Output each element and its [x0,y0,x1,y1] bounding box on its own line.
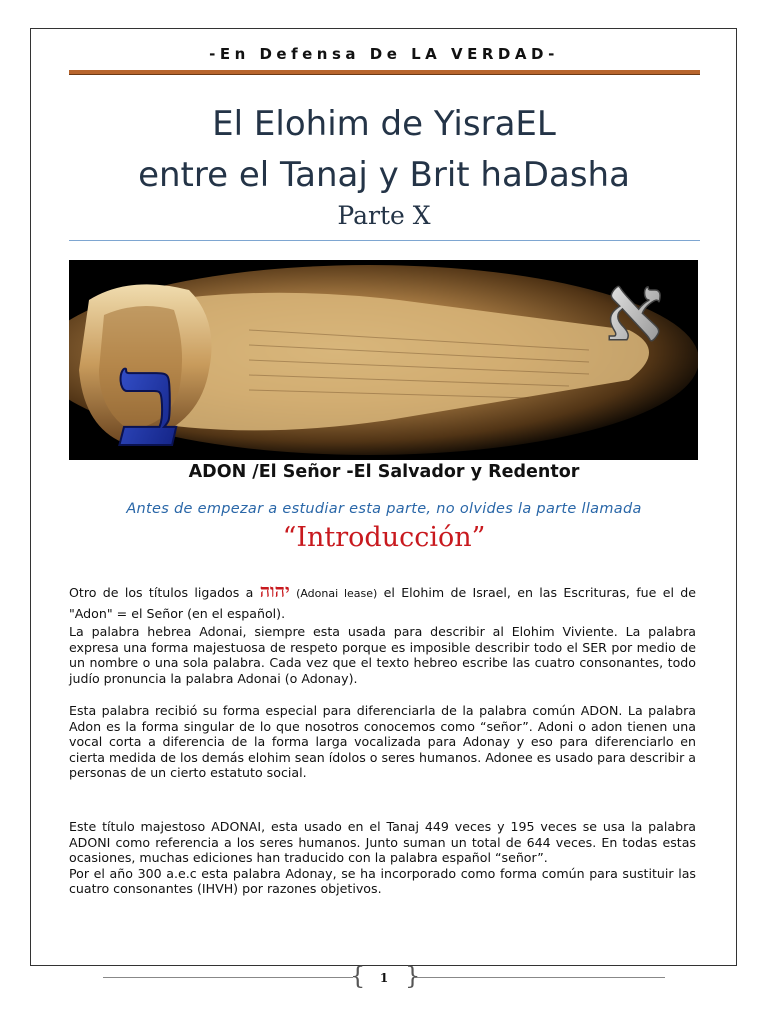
p1-rest: el Elohim de Israel, en las Escrituras, fue el de "Adon" = el Señor (en el español). [69,585,696,621]
footer-brace-left-icon: { [350,962,366,990]
header-rule [69,70,700,75]
title-rule [69,240,700,241]
paragraph-2-text: Esta palabra recibió su forma especial para diferenciarla de la palabra común ADON. La palabra Adon es la forma singular de lo que nosotros conocemos como “señor”. Adoni o adon tienen una vocal corta a diferencia de la forma larga vocalizada para Adonay y eso para diferenciarlo en cierta medida de los demás elohim sean ídolos o seres humanos. Adonee es usado para describir a personas de un cierto estatuto social. [69,703,696,780]
footer-brace-right-icon: } [405,962,421,990]
title-line-2: entre el Tanaj y Brit haDasha [138,155,630,195]
scroll-illustration [69,260,698,460]
reminder-text: Antes de empezar a estudiar esta parte, no olvides la parte llamada [126,501,642,517]
subtitle: Parte X [337,201,431,230]
page-number: 1 [379,971,389,985]
yhvh-tetragrammaton: יהוה [259,581,290,602]
paragraph-1 [69,582,696,686]
image-caption: ADON /El Señor -El Salvador y Redentor [188,462,580,482]
paragraph-2 [69,703,696,781]
paragraph-3b-text: Por el año 300 a.e.c esta palabra Adonay, se ha incorporado como forma común para sustituir las cuatro consonantes (IHVH) por razones objetivos. [69,865,696,896]
paragraph-3 [69,819,696,897]
banner-image [69,260,698,460]
adonai-note: (Adonai lease) [296,587,378,600]
paragraph-3-text: Este título majestoso ADONAI, esta usado en el Tanaj 449 veces y 195 veces se usa la palabra ADONI como referencia a los seres humanos. Junto suman un total de 644 veces. En todas estas ocasiones, muchas ediciones han traducido con la palabra español “señor”. [69,819,696,865]
p1-lead: Otro de los títulos ligados a [69,585,260,600]
paragraph-1b: La palabra hebrea Adonai, siempre esta usada para describir al Elohim Viviente. La palabra expresa una forma majestuosa de respeto porque es imposible describir todo el SER por medio de un nombre o una sola palabra. Cada vez que el texto hebreo escribe las cuatro consonantes, todo judío pronuncia la palabra Adonai (o Adonay). [69,624,696,686]
footer-rule-left [103,977,353,978]
hebrew-aleph-glyph: א [605,260,663,362]
hebrew-bet-glyph: ב [117,323,181,460]
introduction-link-title: “Introducción” [282,522,486,553]
running-header: -En Defensa De LA VERDAD- [209,45,559,63]
title-line-1: El Elohim de YisraEL [212,104,556,144]
footer-rule-right [415,977,665,978]
